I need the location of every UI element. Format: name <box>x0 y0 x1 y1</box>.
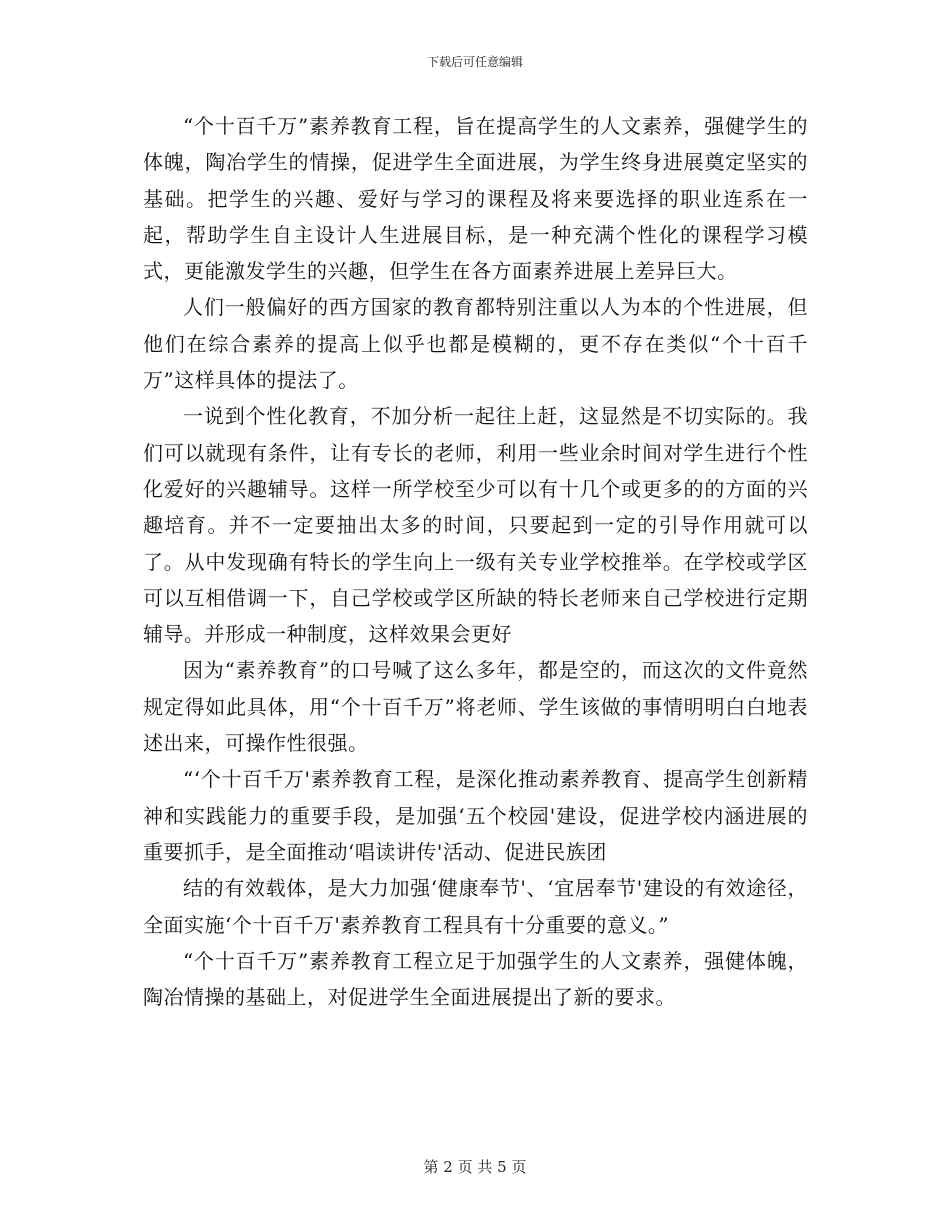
document-body <box>143 108 808 1015</box>
paragraph-4: 因为“素养教育”的口号喊了这么多年，都是空的，而这次的文件竟然规定得如此具体，用“个十百千万”将老师、学生该做的事情明明白白地表述出来，可操作性很强。 <box>143 658 808 756</box>
paragraph-5: “‘个十百千万'素养教育工程，是深化推动素养教育、提高学生创新精神和实践能力的重要手段，是加强‘五个校园'建设，促进学校内涵进展的重要抓手，是全面推动‘唱读讲传'活动、促进民族团 <box>143 767 808 864</box>
paragraph-1: “个十百千万”素养教育工程，旨在提高学生的人文素养，强健学生的体魄，陶冶学生的情操，促进学生全面进展，为学生终身进展奠定坚实的基础。把学生的兴趣、爱好与学习的课程及将来要选择的职业连系在一起，帮助学生自主设计人生进展目标，是一种充满个性化的课程学习模式，更能激发学生的兴趣，但学生在各方面素养进展上差异巨大。 <box>143 114 808 284</box>
paragraph-2: 人们一般偏好的西方国家的教育都特别注重以人为本的个性进展，但他们在综合素养的提高上似乎也都是模糊的，更不存在类似“个十百千万”这样具体的提法了。 <box>143 295 808 393</box>
page-header: 下载后可任意编辑 <box>426 55 523 69</box>
paragraph-3: 一说到个性化教育，不加分析一起往上赶，这显然是不切实际的。我们可以就现有条件，让有专长的老师，利用一些业余时间对学生进行个性化爱好的兴趣辅导。这样一所学校至少可以有十几个或更多的的方面的兴趣培育。并不一定要抽出太多的时间，只要起到一定的引导作用就可以了。从中发现确有特长的学生向上一级有关专业学校推举。在学校或学区可以互相借调一下，自己学校或学区所缺的特长老师来自己学校进行定期辅导。并形成一种制度，这样效果会更好 <box>143 404 808 647</box>
page-number: 第 2 页 共 5 页 <box>423 1158 527 1176</box>
paragraph-6: 结的有效载体，是大力加强‘健康奉节'、‘宜居奉节'建设的有效途径，全面实施‘个十百千万'素养教育工程具有十分重要的意义。” <box>143 876 808 937</box>
paragraph-7: “个十百千万”素养教育工程立足于加强学生的人文素养，强健体魄，陶冶情操的基础上，对促进学生全面进展提出了新的要求。 <box>143 948 808 1010</box>
